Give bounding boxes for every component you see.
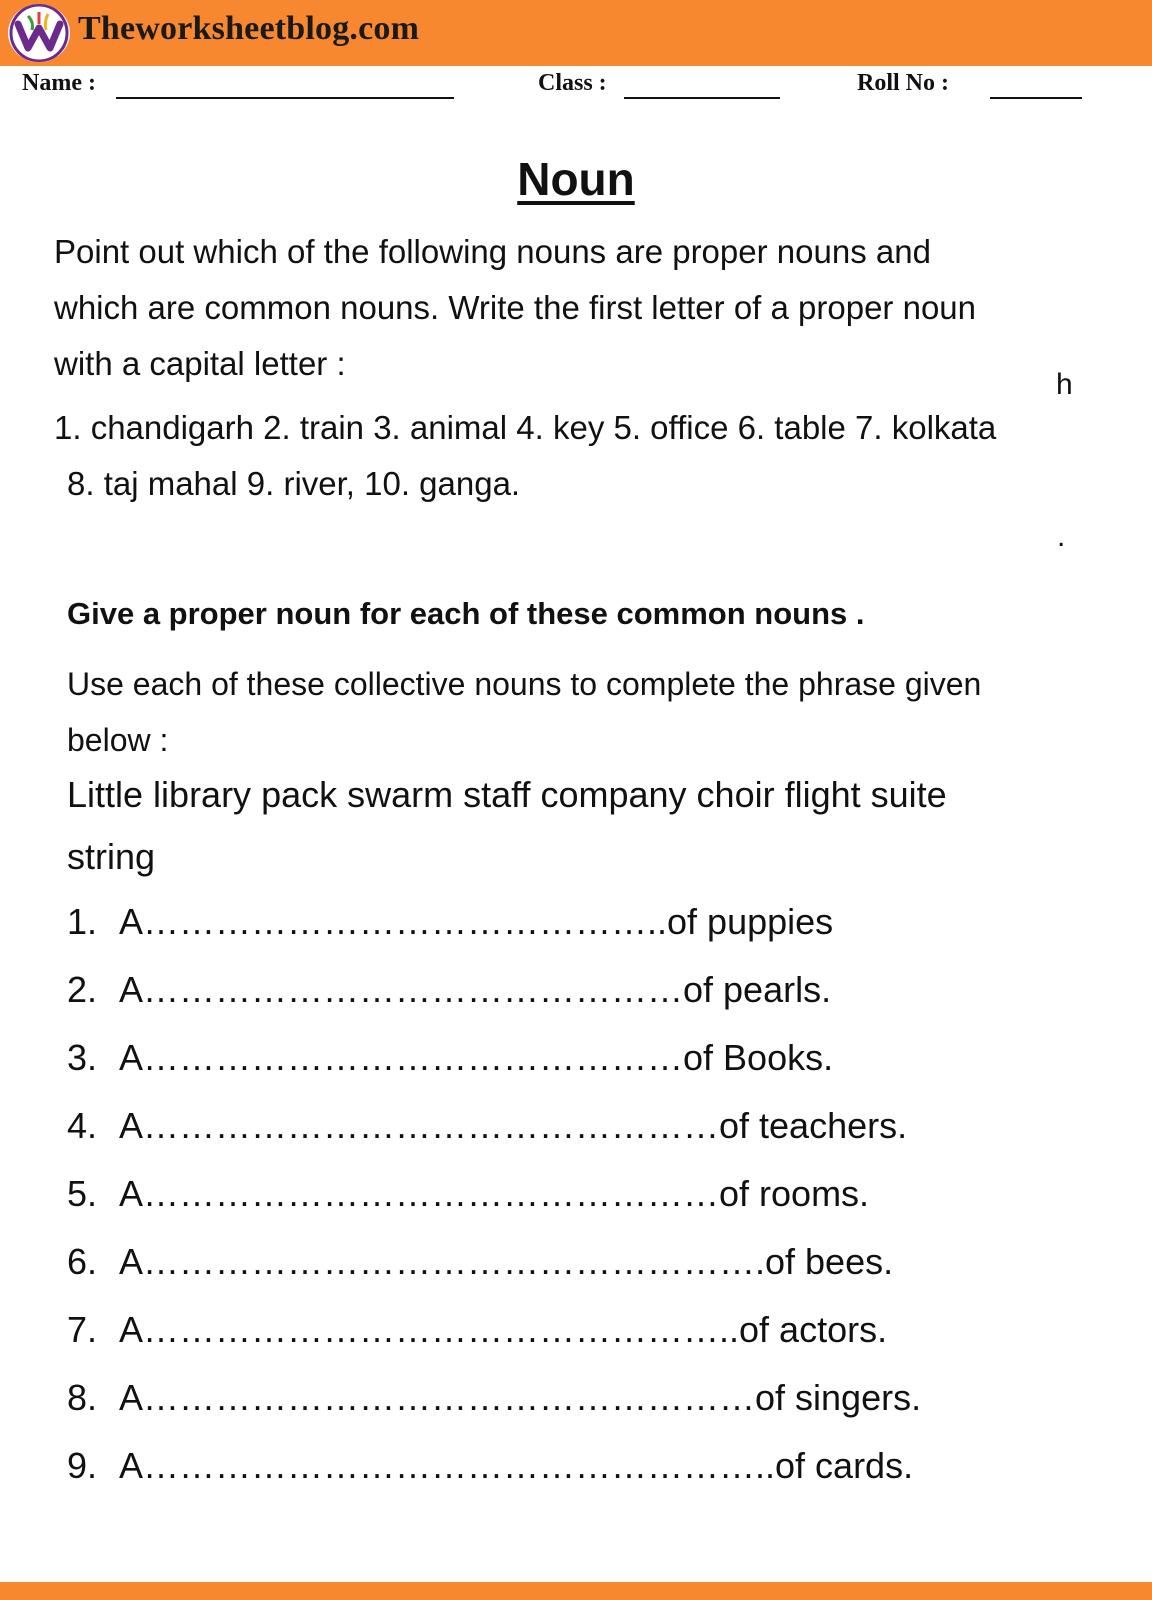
instruction-line: Point out which of the following nouns are proper nouns and [54, 233, 931, 270]
name-blank-line [116, 97, 454, 99]
roll-no-label: Roll No : [857, 70, 949, 96]
item-text: A……………………………………………of singers. [119, 1377, 922, 1418]
instruction-line: with a capital letter : [54, 345, 346, 382]
item-number: 1. [67, 901, 98, 942]
collective-noun-instruction [67, 656, 1137, 768]
list-item [67, 1432, 921, 1500]
item-text: A…………………………………………….of bees. [119, 1241, 894, 1282]
instruction-line: which are common nouns. Write the first letter of a proper noun [54, 289, 977, 326]
class-blank-line [624, 97, 780, 99]
item-number: 8. [67, 1377, 98, 1418]
word-bank-line: string [67, 836, 156, 877]
site-logo-icon [8, 4, 70, 62]
page-title: Noun [517, 153, 635, 205]
item-number: 3. [67, 1037, 98, 1078]
proper-noun-question: Give a proper noun for each of these common nouns . [67, 596, 865, 631]
collective-noun-word-bank [67, 764, 1137, 888]
stray-dot: . [1057, 520, 1066, 553]
site-name[interactable]: Theworksheetblog.com [78, 10, 420, 47]
list-item [67, 1296, 921, 1364]
list-item [67, 888, 921, 956]
stray-letter: h [1056, 368, 1073, 401]
class-label: Class : [538, 70, 607, 96]
instruction-paragraph [54, 224, 1134, 392]
item-text: A…………………………………………..of actors. [119, 1309, 888, 1350]
student-info-row [0, 68, 1152, 102]
item-text: A………………………………………of Books. [119, 1037, 834, 1078]
item-number: 5. [67, 1173, 98, 1214]
word-bank-line: Little library pack swarm staff company choir flight suite [67, 774, 947, 815]
item-number: 4. [67, 1105, 98, 1146]
header-bar [0, 0, 1152, 66]
list-item [67, 1228, 921, 1296]
item-number: 6. [67, 1241, 98, 1282]
footer-bar [0, 1582, 1152, 1600]
list-item [67, 1364, 921, 1432]
noun-list-line-1: 1. chandigarh 2. train 3. animal 4. key 5. office 6. table 7. kolkata [54, 409, 997, 446]
list-item [67, 1160, 921, 1228]
item-text: A…………………………………………of teachers. [119, 1105, 908, 1146]
item-number: 7. [67, 1309, 98, 1350]
item-number: 2. [67, 969, 98, 1010]
instruction-line: below : [67, 722, 169, 758]
item-text: A……………………………………..of puppies [119, 901, 834, 942]
item-text: A……………………………………………..of cards. [119, 1445, 914, 1486]
fill-in-blank-list [67, 888, 921, 1500]
list-item [67, 1024, 921, 1092]
instruction-line: Use each of these collective nouns to complete the phrase given [67, 666, 982, 702]
noun-list-line-2: 8. taj mahal 9. river, 10. ganga. [67, 465, 521, 502]
name-label: Name : [22, 70, 96, 96]
list-item [67, 1092, 921, 1160]
list-item [67, 956, 921, 1024]
item-text: A………………………………………of pearls. [119, 969, 832, 1010]
item-number: 9. [67, 1445, 98, 1486]
item-text: A…………………………………………of rooms. [119, 1173, 870, 1214]
roll-no-blank-line [990, 97, 1082, 99]
